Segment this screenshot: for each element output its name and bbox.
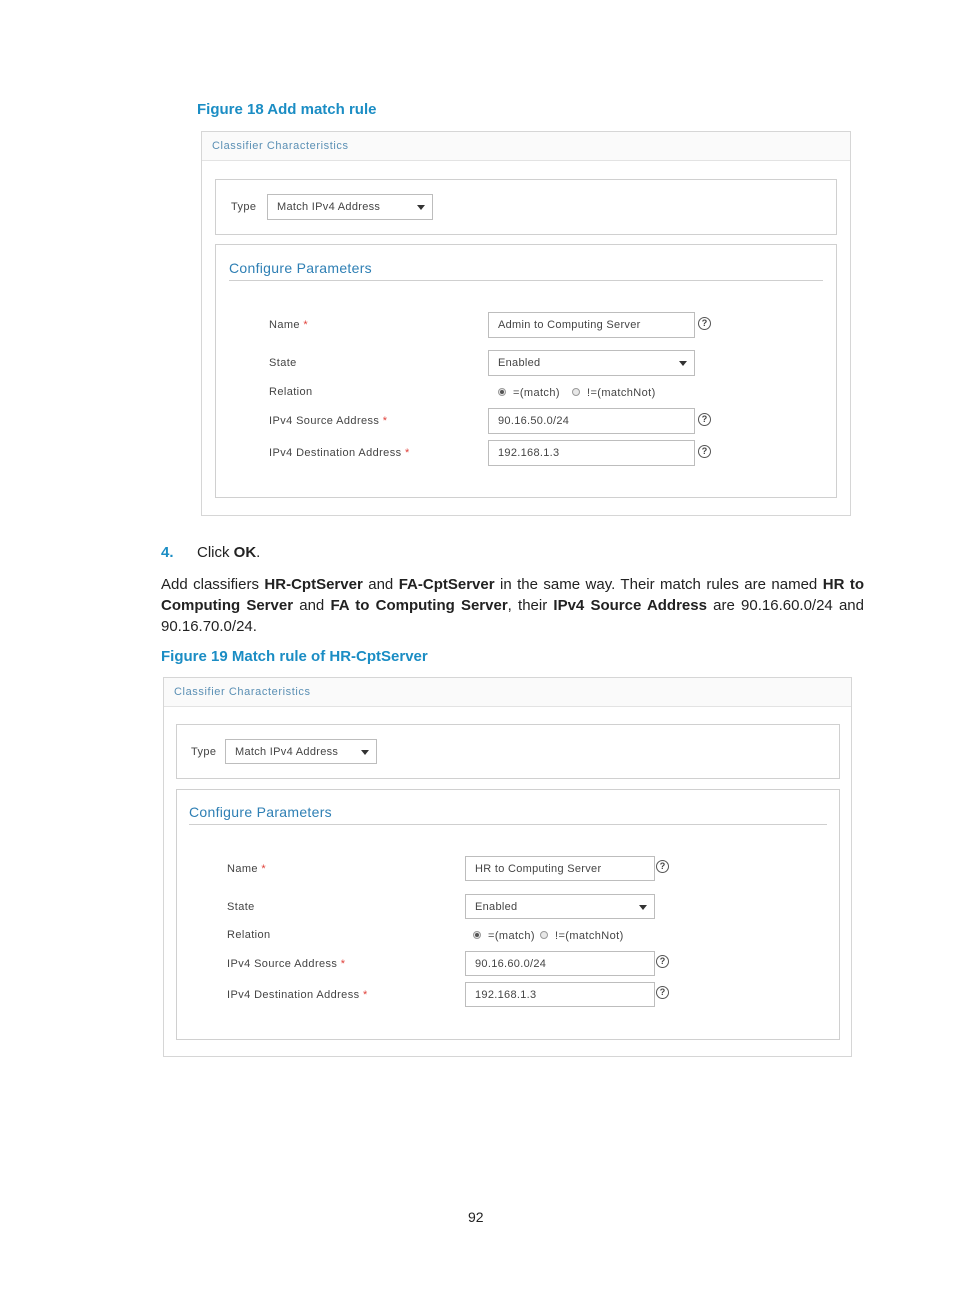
step-number: 4. (161, 544, 174, 561)
figure-18-caption: Figure 18 Add match rule (197, 101, 377, 118)
state-select-value: Enabled (475, 900, 518, 913)
chevron-down-icon (417, 205, 425, 210)
state-label: State (227, 901, 255, 913)
panel-title: Classifier Characteristics (202, 132, 850, 161)
radio-match-label: =(match) (513, 387, 560, 399)
radio-match-label: =(match) (488, 930, 535, 942)
type-select[interactable] (267, 194, 433, 220)
destination-address-label: IPv4 Destination Address * (227, 989, 368, 1001)
chevron-down-icon (639, 905, 647, 910)
relation-label: Relation (227, 929, 271, 941)
name-input[interactable] (465, 856, 655, 881)
figure-19-caption: Figure 19 Match rule of HR-CptServer (161, 648, 428, 665)
radio-matchnot[interactable] (540, 931, 548, 939)
state-select[interactable] (488, 350, 695, 376)
panel-title: Classifier Characteristics (164, 678, 851, 707)
help-icon[interactable]: ? (656, 986, 669, 999)
required-mark: * (340, 958, 346, 970)
name-input-value: Admin to Computing Server (498, 319, 641, 331)
name-input-value: HR to Computing Server (475, 862, 602, 875)
destination-address-input[interactable] (488, 440, 695, 466)
source-address-value: 90.16.50.0/24 (498, 415, 570, 427)
state-select[interactable] (465, 894, 655, 919)
parameters-box (215, 244, 837, 498)
source-address-label: IPv4 Source Address * (269, 415, 388, 427)
name-label: Name * (227, 863, 267, 875)
destination-address-value: 192.168.1.3 (498, 447, 560, 459)
page-number: 92 (468, 1209, 484, 1225)
help-icon[interactable]: ? (656, 860, 669, 873)
type-select-value: Match IPv4 Address (235, 745, 339, 758)
name-input[interactable] (488, 312, 695, 338)
step-text: Click OK. (197, 544, 261, 561)
destination-address-value: 192.168.1.3 (475, 988, 537, 1001)
help-icon[interactable]: ? (698, 317, 711, 330)
state-select-value: Enabled (498, 357, 541, 369)
help-icon[interactable]: ? (698, 413, 711, 426)
classifier-panel-fig19 (163, 677, 852, 1057)
destination-address-label: IPv4 Destination Address * (269, 447, 410, 459)
state-label: State (269, 357, 297, 369)
section-title: Configure Parameters (229, 260, 372, 276)
required-mark: * (404, 447, 410, 459)
chevron-down-icon (679, 361, 687, 366)
chevron-down-icon (361, 750, 369, 755)
radio-matchnot-label: !=(matchNot) (587, 387, 656, 399)
type-label: Type (191, 746, 217, 758)
help-icon[interactable]: ? (656, 955, 669, 968)
relation-label: Relation (269, 386, 313, 398)
source-address-input[interactable] (465, 951, 655, 976)
section-divider (189, 824, 827, 825)
source-address-label: IPv4 Source Address * (227, 958, 346, 970)
source-address-input[interactable] (488, 408, 695, 434)
radio-match[interactable] (473, 931, 481, 939)
source-address-value: 90.16.60.0/24 (475, 957, 547, 970)
type-label: Type (231, 201, 257, 213)
classifier-panel-fig18 (201, 131, 851, 516)
name-label: Name * (269, 319, 309, 331)
section-title: Configure Parameters (189, 804, 332, 820)
help-icon[interactable]: ? (698, 445, 711, 458)
required-mark: * (303, 319, 309, 331)
type-box (215, 179, 837, 235)
parameters-box (176, 789, 840, 1040)
type-box (176, 724, 840, 779)
required-mark: * (362, 989, 368, 1001)
destination-address-input[interactable] (465, 982, 655, 1007)
body-paragraph: Add classifiers HR-CptServer and FA-CptServer in the same way. Their match rules are named HR to Computing Server and FA to Computing Server, their IPv4 Source Address are 90.16.60.0/24 and 90.16.70.0/24. (161, 576, 864, 635)
required-mark: * (261, 863, 267, 875)
type-select[interactable] (225, 739, 377, 764)
type-select-value: Match IPv4 Address (277, 201, 381, 213)
radio-matchnot-label: !=(matchNot) (555, 930, 624, 942)
section-divider (229, 280, 823, 281)
required-mark: * (382, 415, 388, 427)
radio-matchnot[interactable] (572, 388, 580, 396)
radio-match[interactable] (498, 388, 506, 396)
